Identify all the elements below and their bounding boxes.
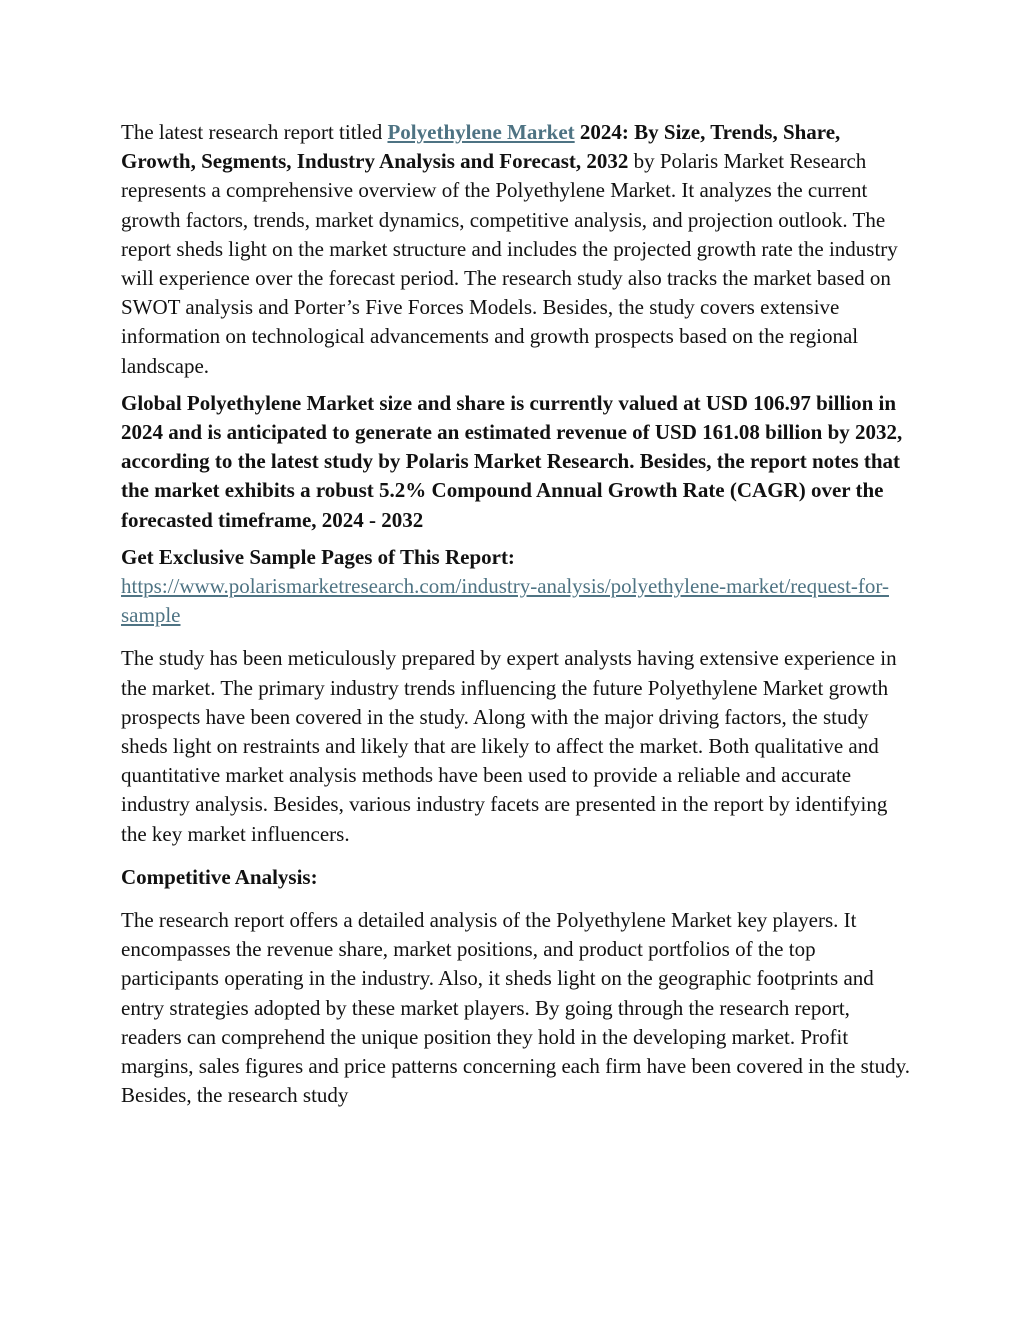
intro-prefix: The latest research report titled — [121, 120, 388, 144]
sample-request-link[interactable]: https://www.polarismarketresearch.com/industry-analysis/polyethylene-market/request-for-sample — [121, 574, 889, 628]
study-paragraph: The study has been meticulously prepared by expert analysts having extensive experience in the market. The primary industry trends influencing the future Polyethylene Market growth prospects have been covered in the study. Along with the major driving factors, the study sheds light on restraints and likely that are likely to affect the market. Both qualitative and quantitative market analysis methods have been used to provide a reliable and accurate industry analysis. Besides, various industry facets are presented in the report by identifying the key market influencers. — [121, 646, 897, 846]
sample-label: Get Exclusive Sample Pages of This Report: — [121, 544, 515, 569]
document-page — [121, 118, 911, 1119]
sample-request-paragraph — [121, 543, 911, 631]
competitive-analysis-paragraph: The research report offers a detailed analysis of the Polyethylene Market key players. It encompasses the revenue share, market positions, and product portfolios of the top participants operating in the industry. Also, it sheds light on the geographic footprints and entry strategies adopted by these market players. By going through the research report, readers can comprehend the unique position they hold in the developing market. Profit margins, sales figures and price patterns concerning each firm have been covered in the study. Besides, the research study — [121, 908, 910, 1108]
market-summary-paragraph: Global Polyethylene Market size and share is currently valued at USD 106.97 billion in 2024 and is anticipated to generate an estimated revenue of USD 161.08 billion by 2032, according to the latest study by Polaris Market Research. Besides, the report notes that the market exhibits a robust 5.2% Compound Annual Growth Rate (CAGR) over the forecasted timeframe, 2024 - 2032 — [121, 390, 903, 532]
intro-body: by Polaris Market Research represents a comprehensive overview of the Polyethylene Market. It analyzes the current growth factors, trends, market dynamics, competitive analysis, and projection outlook. The report sheds light on the market structure and includes the projected growth rate the industry will experience over the forecast period. The research study also tracks the market based on SWOT analysis and Porter’s Five Forces Models. Besides, the study covers extensive information on technological advancements and growth prospects based on the regional landscape. — [121, 149, 898, 378]
competitive-analysis-heading: Competitive Analysis: — [121, 864, 318, 889]
polyethylene-market-link[interactable]: Polyethylene Market — [387, 120, 575, 144]
intro-paragraph — [121, 118, 911, 381]
report-title: 2024: By Size, Trends, Share, Growth, Segments, Industry Analysis and Forecast, 2032 — [121, 120, 841, 174]
